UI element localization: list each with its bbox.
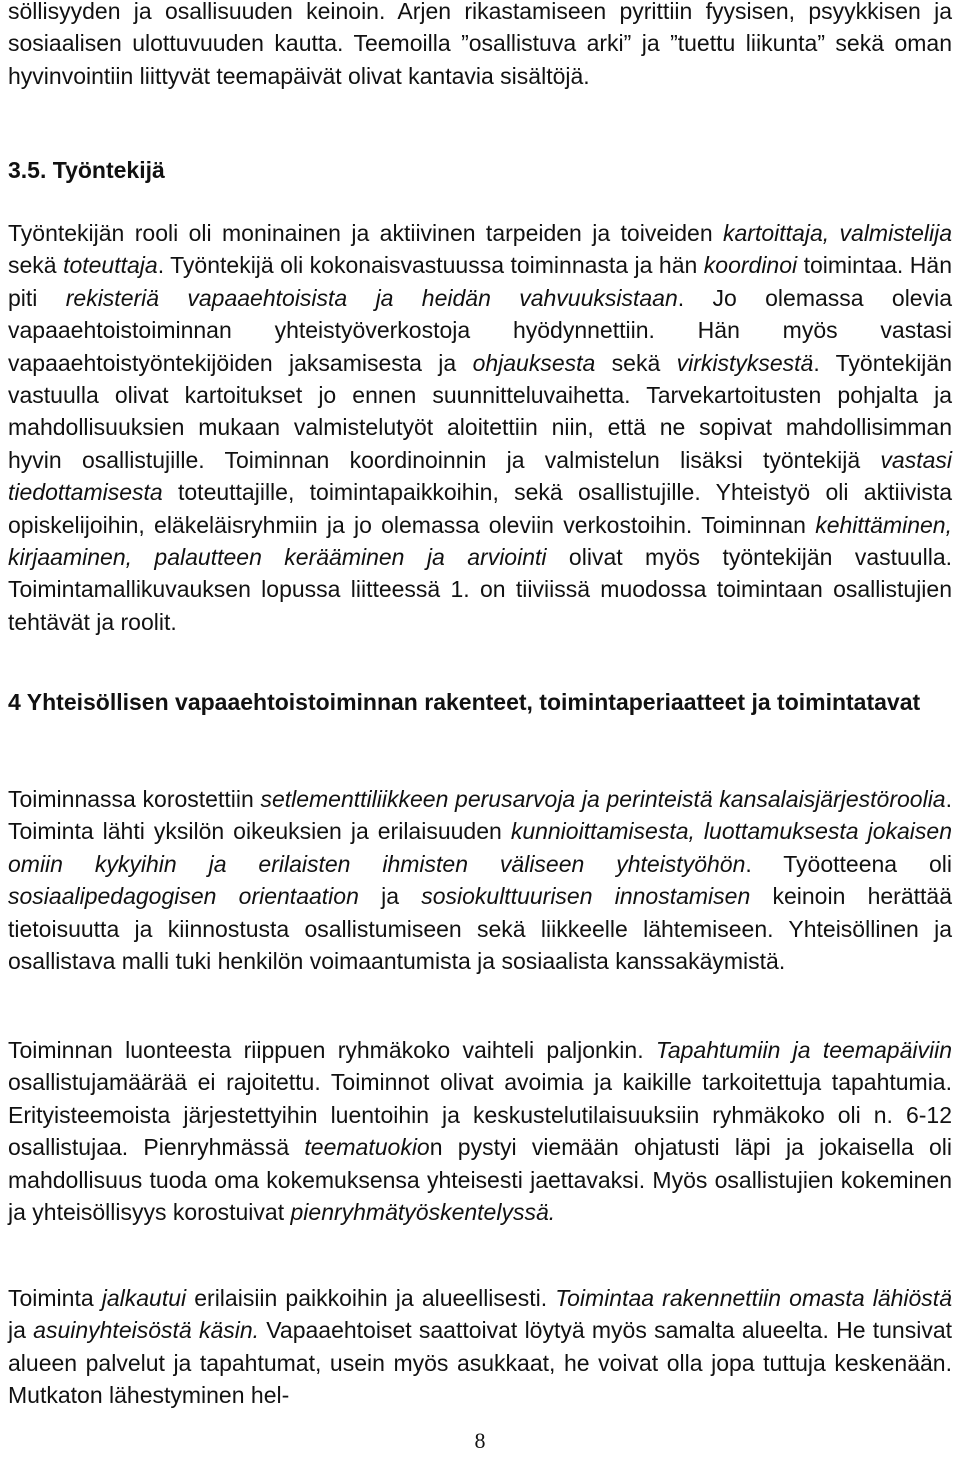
text-run: olivat myös työntekijän vastuulla. Toimintamallikuvauksen lopussa liitteessä 1. on tiiviissä muodossa toimintaan osallistujien tehtävät ja roolit. [8,544,952,635]
emphasized-text: rekisteriä vapaaehtoisista ja heidän vahvuuksistaan [65,284,678,311]
text-run: ja [358,883,422,910]
emphasized-text: kartoittaja, valmistelija [723,220,952,246]
text-run: erilaisiin paikkoihin ja alueellisesti. [186,1285,556,1311]
text-run: . Jo olemassa olevia vapaaehtoistoiminnan yhteistyöverkostoja hyödynnettiin. Hän myös vastasi vapaaehtoistyöntekijöiden jaksamisesta ja [8,284,952,376]
paragraph-intro-continued [8,0,952,92]
emphasized-text: kehittäminen, kirjaaminen, palautteen kerääminen ja arviointi [8,511,952,571]
emphasized-text: vastasi tiedottamisesta [8,446,952,506]
emphasized-text: Toimintaa rakennettiin omasta lähiöstä [555,1285,952,1311]
text-run: Toiminta [8,1285,102,1311]
text-run: . Työotteena oli [745,850,952,877]
text-run: . Työntekijän vastuulla olivat kartoitukset jo ennen suunnitteluvaihetta. Tarvekartoitusten pohjalta ja mahdollisuuksien mukaan valmistelutyöt aloitettiin niin, että ne sopivat mahdollisimman hyvin osallistujille. Toiminnan koordinoinnin ja valmistelun lisäksi työntekijä [8,349,952,473]
text-run: . Toiminta lähti yksilön oikeuksien ja erilaisuuden [8,786,952,845]
text-run: toimintaa. Hän piti [8,252,952,311]
text-run: Toiminnan luonteesta riippuen ryhmäkoko vaihteli paljonkin. [8,1037,656,1063]
emphasized-text: jalkautui [101,1285,187,1311]
text-run: keinoin herättää tietoisuutta ja kiinnostusta osallistumiseen sekä liikkeelle lähtemiseen. Yhteisöllinen ja osallistava malli tuki henkilön voimaantumista ja sosiaalista kanssakäymistä. [8,883,952,975]
emphasized-text: virkistyksestä [676,349,814,376]
emphasized-text: setlementtiliikkeen perusarvoja ja perinteistä kansalaisjärjestöroolia [260,786,946,812]
emphasized-text: ohjauksesta [472,349,596,376]
text-run: Vapaaehtoiset saattoivat löytyä myös samalta alueelta. He tunsivat alueen palvelut ja tapahtumat, usein myös asukkaat, he voivat olla jopa tuttuja keskenään. Mutkaton lähestyminen hel- [8,1317,952,1409]
text-run: Toiminnassa korostettiin [8,786,261,812]
text-run: . Työntekijä oli kokonaisvastuussa toiminnasta ja hän [157,252,704,279]
emphasized-text: sosiaalipedagogisen orientaation [8,883,359,910]
emphasized-text: toteuttaja [63,252,158,279]
text-run: osallistujamäärää ei rajoitettu. Toiminnot olivat avoimia ja kaikille tarkoitettuja tapahtumia. Erityisteemoista järjestettyihin luentoihin ja keskustelutilaisuuksiin ryhmäkoko oli n. 6-12 osallistujaa. Pienryhmässä [8,1069,952,1161]
text-run: söllisyyden ja osallisuuden keinoin. Arjen rikastamiseen pyrittiin fyysisen, psyykkisen ja sosiaalisen ulottuvuuden kautta. Teemoilla ”osallistuva arki” ja ”tuettu liikunta” sekä oman hyvinvointiin liittyvät teemapäivät olivat kantavia sisältöjä. [8,0,952,89]
text-run: sekä [8,252,64,279]
emphasized-text: asuinyhteisöstä käsin. [33,1317,260,1344]
paragraph-worker-role [8,217,952,638]
emphasized-text: kunnioittamisesta, luottamuksesta jokaisen omiin kykyihin ja erilaisten ihmisten väliseen yhteistyöhön [8,818,952,877]
paragraph-outreach [8,1282,952,1412]
paragraph-group-size [8,1034,952,1228]
page-number: 8 [474,1428,486,1453]
emphasized-text: koordinoi [703,252,798,279]
text-run: Työntekijän rooli oli moninainen ja aktiivinen tarpeiden ja toiveiden [8,220,724,246]
paragraph-principles [8,783,952,977]
text-run: sekä [595,349,677,376]
emphasized-text: sosiokulttuurisen innostamisen [421,883,751,910]
text-run: toteuttajille, toimintapaikkoihin, sekä osallistujille. Yhteistyö oli aktiivista opiskelijoihin, eläkeläisryhmiin ja jo olemassa oleviin verkostoihin. Toiminnan [8,479,952,538]
emphasized-text: teematuokio [304,1134,430,1161]
text-run: n pystyi viemään ohjatusti läpi ja jokaisella oli mahdollisuus tuoda oma kokemuksensa yhteisesti jaettavaksi. Myös osallistujien kokeminen ja yhteisöllisyys korostuivat [8,1134,952,1226]
text-run: ja [8,1317,34,1344]
emphasized-text: pienryhmätyöskentelyssä. [290,1199,556,1226]
chapter-heading-4: 4 Yhteisöllisen vapaaehtoistoiminnan rakenteet, toimintaperiaatteet ja toimintatavat [8,689,921,715]
emphasized-text: Tapahtumiin ja teemapäiviin [655,1037,952,1063]
section-heading-3-5: 3.5. Työntekijä [8,157,165,183]
